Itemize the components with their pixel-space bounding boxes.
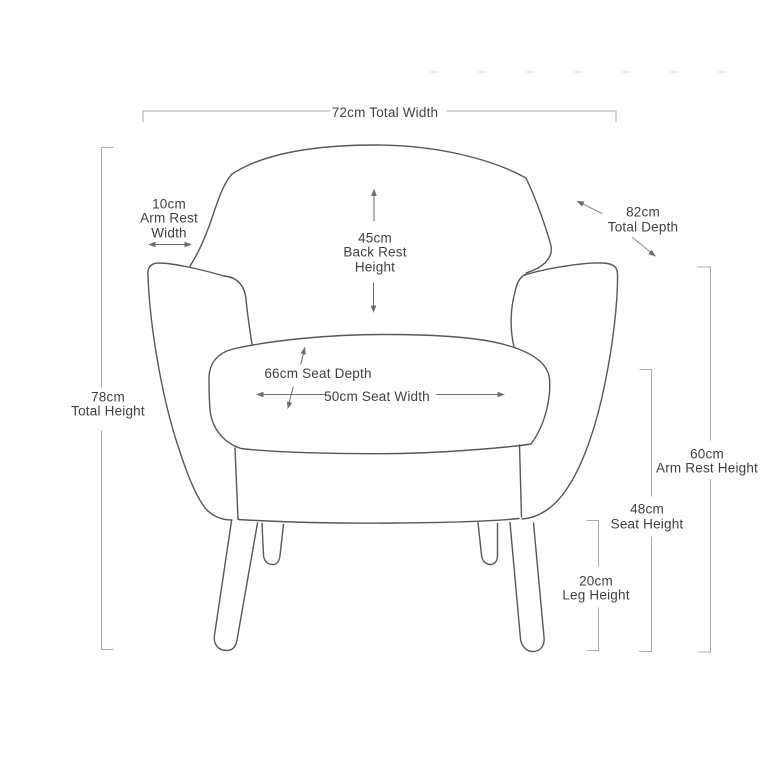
arrowhead-down-icon bbox=[287, 401, 292, 409]
dim-label-line: Seat Height bbox=[610, 516, 684, 531]
dim-label-seat-width bbox=[324, 389, 430, 404]
dim-label-line: Width bbox=[151, 224, 187, 240]
dim-label-line: Back Rest bbox=[343, 244, 407, 260]
chair-base-right-seam bbox=[520, 445, 522, 517]
chair-front-right-leg bbox=[510, 523, 544, 652]
arrowhead-up-left-icon bbox=[577, 201, 585, 207]
dim-label-seat-depth bbox=[264, 367, 371, 382]
dim-label-arm-rest-width bbox=[140, 197, 198, 241]
dim-label-line: 78cm bbox=[91, 389, 125, 404]
chair-rear-right-leg bbox=[478, 523, 498, 565]
arrowhead-up-icon bbox=[371, 189, 377, 197]
dim-label-seat-height bbox=[611, 503, 684, 532]
dimension-lines bbox=[102, 111, 711, 652]
arrowhead-up-icon bbox=[301, 347, 306, 355]
dim-label-line: 72cm Total Width bbox=[331, 104, 439, 120]
dim-label-total-depth bbox=[608, 206, 679, 235]
dim-label-line: 20cm bbox=[579, 573, 613, 588]
dim-label-line: 66cm Seat Depth bbox=[264, 365, 372, 381]
dim-label-line: 10cm bbox=[152, 195, 186, 211]
dim-label-back-rest-height bbox=[343, 231, 406, 275]
dim-label-line: Arm Rest bbox=[140, 210, 198, 226]
dim-label-line: 60cm bbox=[690, 446, 724, 461]
chair-rear-left-leg bbox=[262, 524, 284, 565]
dim-label-line: 45cm bbox=[358, 229, 392, 245]
dim-label-line: Leg Height bbox=[562, 587, 630, 603]
dim-label-line: 48cm bbox=[630, 501, 664, 517]
dim-label-arm-rest-height bbox=[656, 447, 758, 476]
arrowhead-left-icon bbox=[256, 392, 264, 398]
dim-label-line: 50cm Seat Width bbox=[324, 388, 430, 404]
dim-label-line: 82cm bbox=[626, 204, 660, 220]
dim-label-line: Arm Rest Height bbox=[655, 460, 759, 476]
dim-label-total-height bbox=[71, 390, 145, 419]
dim-label-total-width bbox=[332, 105, 439, 120]
arrowhead-right-icon bbox=[185, 242, 193, 248]
arrowhead-down-icon bbox=[371, 306, 377, 314]
dim-label-line: Height bbox=[354, 258, 396, 274]
dim-label-leg-height bbox=[562, 574, 629, 603]
dim-label-line: Total Depth bbox=[607, 219, 679, 234]
arrowhead-left-icon bbox=[148, 242, 156, 248]
dim-label-line: Total Height bbox=[71, 403, 145, 419]
arrowhead-right-icon bbox=[498, 392, 506, 398]
chair-base-bottom bbox=[238, 519, 519, 524]
chair-base-left-seam bbox=[235, 448, 238, 519]
chair-right-arm bbox=[511, 263, 617, 519]
chair-front-left-leg bbox=[214, 521, 257, 651]
